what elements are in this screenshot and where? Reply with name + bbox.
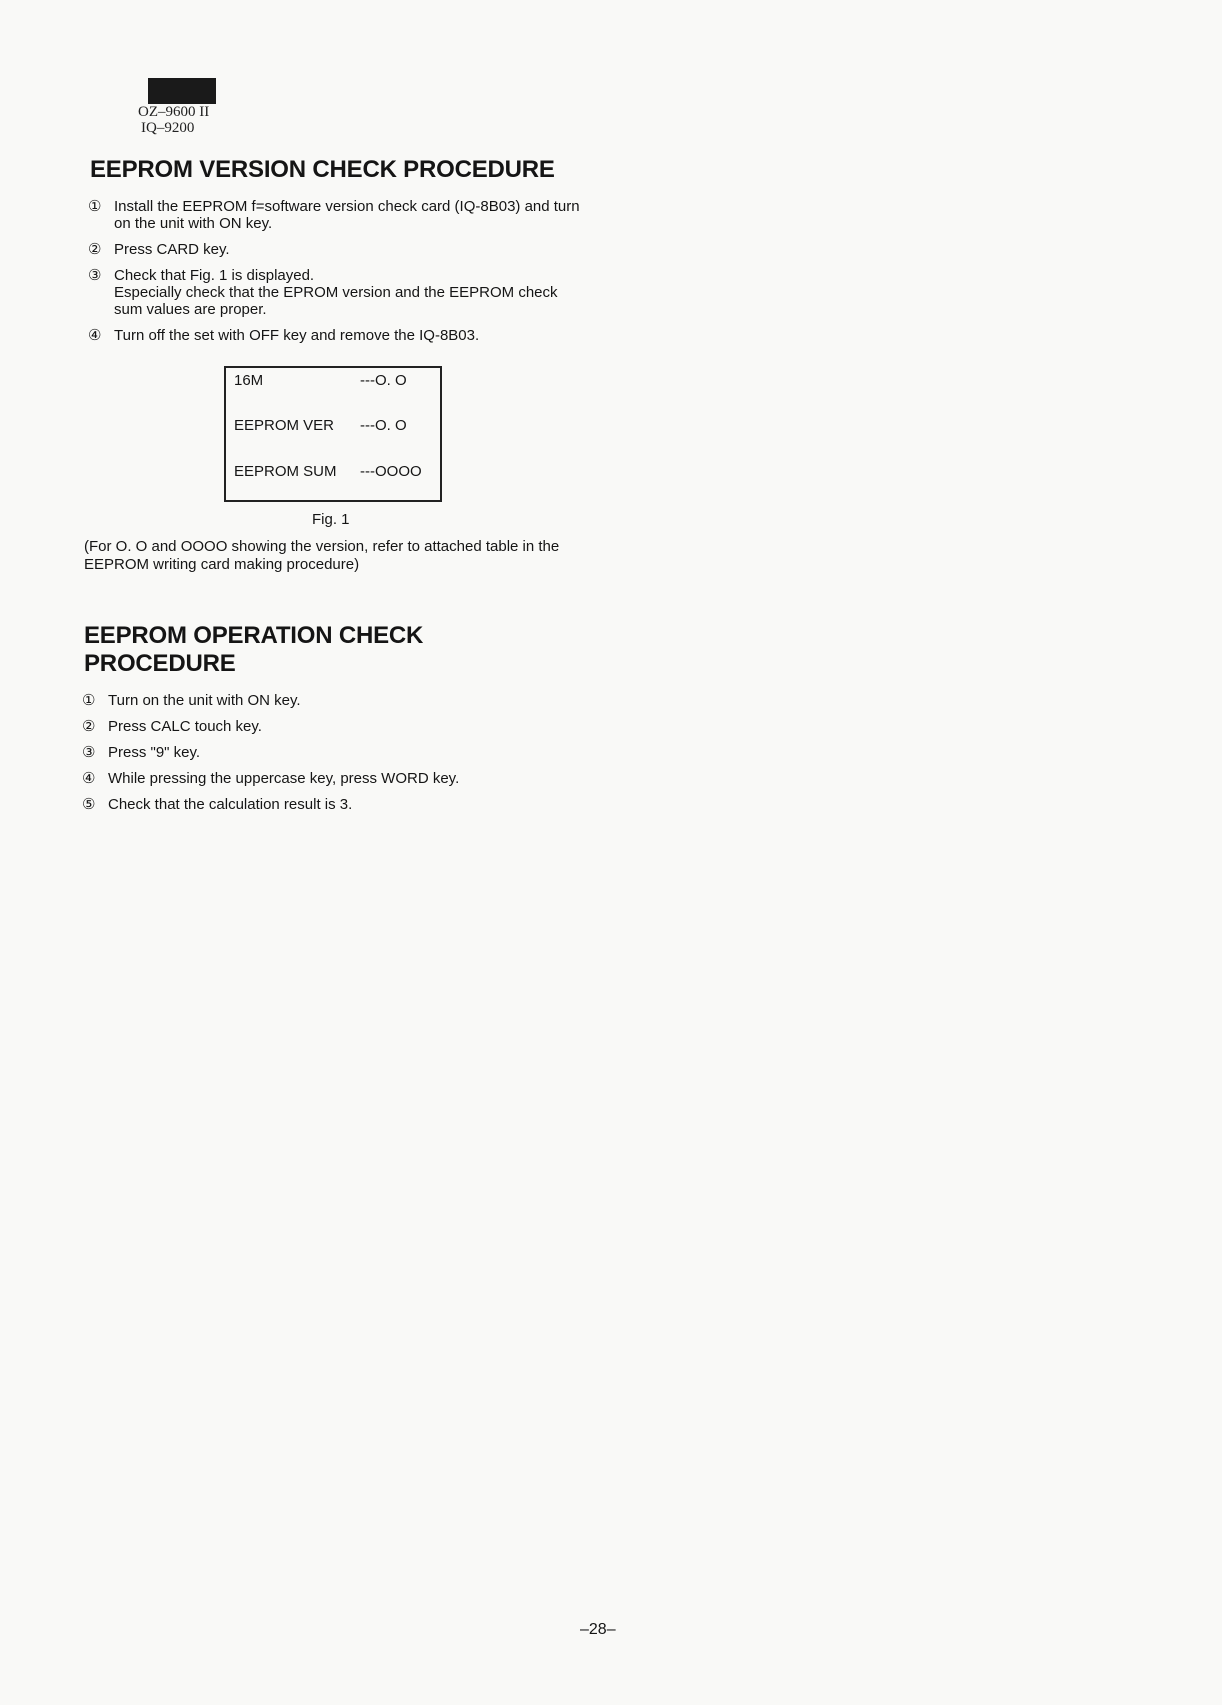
step-text-detail: Especially check that the EPROM version and the EEPROM check sum values are proper.	[114, 284, 558, 318]
step-text: While pressing the uppercase key, press WORD key.	[108, 770, 460, 787]
figure-note: (For O. O and OOOO showing the version, refer to attached table in the EEPROM writing card making procedure)	[84, 538, 560, 573]
step-number: ④	[88, 327, 102, 344]
display-value: ---O. O	[360, 417, 407, 434]
figure-caption: Fig. 1	[312, 511, 350, 528]
list-item	[88, 198, 588, 232]
version-check-steps	[88, 198, 588, 353]
step-number: ⑤	[82, 796, 96, 813]
display-label: EEPROM SUM	[234, 463, 337, 480]
step-text: Check that Fig. 1 is displayed.	[114, 267, 315, 284]
step-text: Press CALC touch key.	[108, 718, 262, 735]
step-number: ②	[82, 718, 96, 735]
list-item	[82, 796, 582, 813]
step-number: ③	[82, 744, 96, 761]
step-text: Turn on the unit with ON key.	[108, 692, 301, 709]
model-header	[138, 78, 228, 136]
step-text: Press CARD key.	[114, 241, 230, 258]
display-value: ---O. O	[360, 372, 407, 389]
step-number: ③	[88, 267, 102, 284]
model-number-secondary: IQ–9200	[141, 120, 195, 136]
display-label: 16M	[234, 372, 264, 389]
model-number: OZ–9600 II	[138, 104, 210, 120]
step-number: ④	[82, 770, 96, 787]
step-text: Press "9" key.	[108, 744, 201, 761]
section-title-operation-check: EEPROM OPERATION CHECK PROCEDURE	[84, 622, 424, 677]
operation-check-steps	[82, 692, 582, 822]
step-number: ②	[88, 241, 102, 258]
step-number: ①	[82, 692, 96, 709]
display-row	[234, 372, 407, 389]
list-item	[88, 241, 588, 258]
display-row	[234, 417, 407, 434]
list-item	[82, 770, 582, 787]
step-text-block	[114, 267, 588, 318]
display-label: EEPROM VER	[234, 417, 335, 434]
list-item	[82, 744, 582, 761]
list-item	[82, 718, 582, 735]
step-text: Install the EEPROM f=software version check card (IQ-8B03) and turn on the unit with ON key.	[114, 198, 580, 232]
step-text: Check that the calculation result is 3.	[108, 796, 353, 813]
display-row	[234, 463, 422, 480]
black-label-bar	[148, 78, 216, 104]
display-value: ---OOOO	[360, 463, 422, 480]
list-item	[88, 327, 588, 344]
section-title-version-check: EEPROM VERSION CHECK PROCEDURE	[90, 156, 555, 183]
step-number: ①	[88, 198, 102, 215]
display-figure	[224, 366, 442, 502]
step-text: Turn off the set with OFF key and remove the IQ-8B03.	[114, 327, 480, 344]
list-item	[82, 692, 582, 709]
list-item	[88, 267, 588, 318]
page-number: –28–	[580, 1621, 616, 1638]
